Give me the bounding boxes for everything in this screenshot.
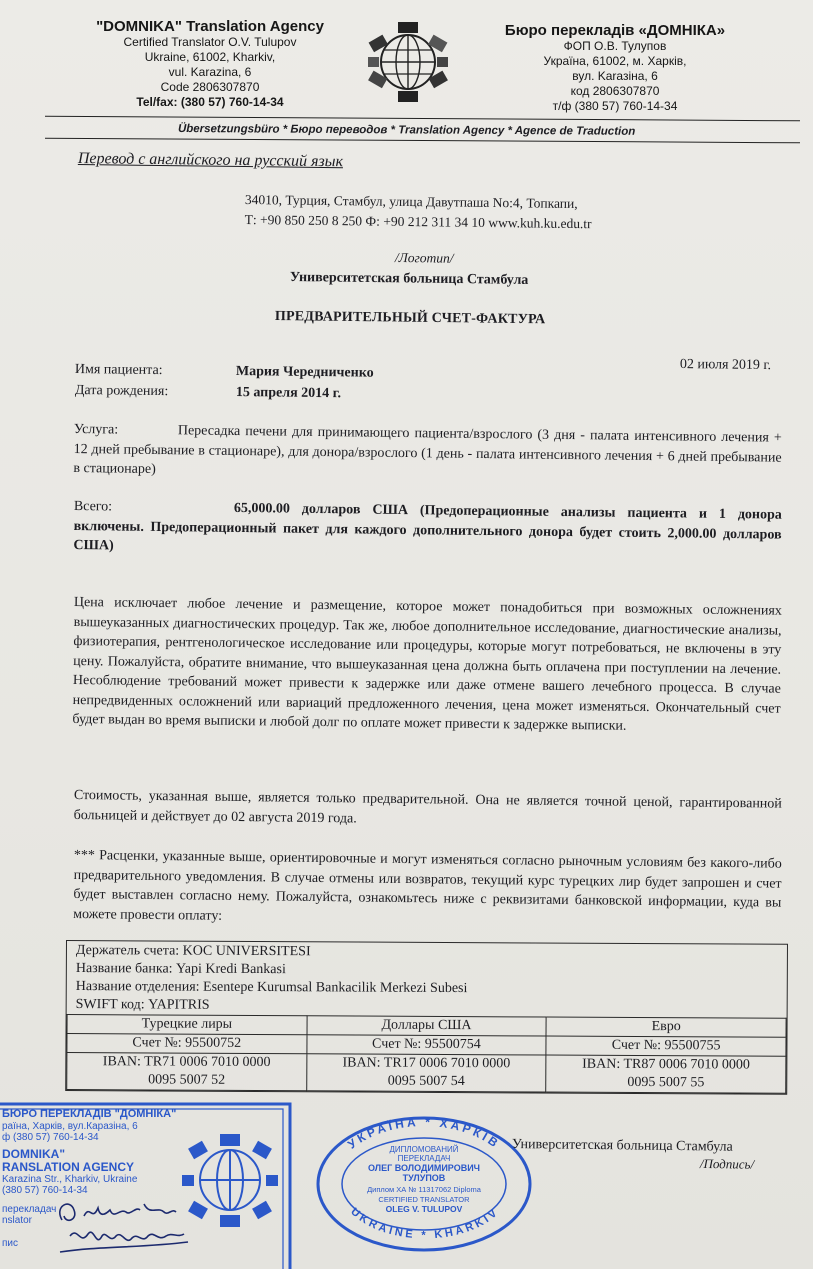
- translator-round-stamp-icon: [312, 1112, 536, 1252]
- translation-note: Перевод с английского на русский язык: [77, 150, 344, 171]
- total-section: [73, 497, 782, 564]
- stamp-text: ПЕРЕКЛАДАЧ: [397, 1154, 451, 1163]
- iban-line: IBAN: TR17 0006 7010 0000: [342, 1055, 511, 1072]
- agency-tagline: Übersetzungsbüro * Бюро переводов * Translation Agency * Agence de Traduction: [177, 123, 636, 138]
- letterhead-line: Tel/fax: (380 57) 760-14-34: [136, 95, 284, 109]
- letterhead-left: [80, 18, 340, 110]
- stamp-arc-text: УКРАЇНА * ХАРКІВ: [345, 1114, 503, 1152]
- letterhead-line: Ukraine, 61002, Kharkiv,: [144, 50, 276, 64]
- iban-line: IBAN: TR71 0006 7010 0000: [102, 1054, 271, 1071]
- stamp-text: RANSLATION AGENCY: [2, 1160, 134, 1174]
- letterhead-line: Certified Translator O.V. Tulupov: [123, 35, 297, 49]
- patient-name-label: Имя пациента:: [74, 362, 163, 379]
- iban-line: 0095 5007 54: [387, 1073, 465, 1090]
- stamp-text: ДИПЛОМОВАНИЙ: [389, 1145, 459, 1154]
- dob-label: Дата рождения:: [74, 383, 169, 400]
- branch-name: Название отделения: Esentepe Kurumsal Bankacilik Merkezi Subesi: [75, 979, 468, 997]
- agency-globe-logo-icon: [368, 22, 448, 102]
- iban-cell: [306, 1054, 546, 1092]
- currency-header: Евро: [546, 1017, 786, 1037]
- hospital-address: [245, 190, 592, 234]
- service-label: Услуга:: [73, 421, 119, 438]
- header-rule: [45, 138, 800, 144]
- logo-note: /Логотип/: [394, 250, 454, 266]
- terms-paragraph: Цена исключает любое лечение и размещение, которое может понадобиться при возможных осложнениях вышеуказанных диагностических процедур. Так же, любое дополнительное исследование, диагностические анализы, физиотерапия, рентгенологическое исследование или процедуры, которые могут потребоваться, не включены в эту цену. Пожалуйста, обратите внимание, что вышеуказанная цена должна быть оплачена при поступлении на лечение. Несоблюдение требований может привести к задержке или даже отмене вашего лечебного процесса. В случае непредвиденных осложнений или вариаций предложенного лечения, цена может изменяться. Окончательный счет будет выдан во время выписки и любой долг по оплате может привести к задержке выписки.: [72, 594, 782, 734]
- letterhead-line: вул. Karазіна, 6: [572, 69, 658, 83]
- hospital-name: Университетская больница Стамбула: [289, 270, 529, 288]
- swift-code: SWIFT код: YAPITRIS: [75, 997, 210, 1013]
- account-holder: Держатель счета: KOC UNIVERSITESI: [75, 943, 311, 960]
- signature-label: /Подпись/: [699, 1156, 755, 1172]
- stamp-text: БЮРО ПЕРЕКЛАДІВ "ДОМНІКА": [2, 1108, 177, 1120]
- letterhead-right: [485, 22, 745, 114]
- stamp-text: пис: [2, 1238, 19, 1249]
- stamp-text: ф (380 57) 760-14-34: [2, 1132, 99, 1143]
- stamp-text: CERTIFIED TRANSLATOR: [378, 1195, 470, 1204]
- total-label: Всего:: [73, 498, 113, 515]
- handwritten-signature-icon: [40, 1186, 190, 1256]
- iban-line: IBAN: TR87 0006 7010 0000: [582, 1056, 750, 1073]
- invoice-date: 02 июля 2019 г.: [679, 357, 772, 374]
- table-row: [67, 1053, 786, 1094]
- currency-header: Турецкие лиры: [67, 1015, 307, 1035]
- stamp-arc-text: UKRAINE * KHARKIV: [348, 1205, 502, 1242]
- rates-paragraph: *** Расценки, указанные выше, ориентировочные и могут изменяться согласно рыночным условиям без какого-либо предварительного уведомления. В случае отмены или возвратов, текущий курс турецких лир будет запрошен и счет будет выставлен согласно нему. Пожалуйста, ознакомьтесь ниже с реквизитами банковской информации, куда вы можете провести оплату:: [73, 847, 782, 924]
- letterhead-line: vul. Karazina, 6: [168, 65, 252, 79]
- bank-info: [67, 941, 787, 1018]
- bank-details-box: [65, 940, 788, 1095]
- iban-line: 0095 5007 52: [148, 1072, 226, 1088]
- stamp-text: (380 57) 760-14-34: [2, 1185, 88, 1196]
- service-text: Пересадка печени для принимающего пациента/взрослого (3 дня - палата интенсивного лечения + 12 дней пребывание в стационаре), для донора/взрослого (1 день - палата интенсивного лечения + 6 дней пребывание в стационаре): [73, 423, 782, 478]
- signature-hospital: Университетская больница Стамбула: [511, 1137, 733, 1155]
- agency-title-en: "DOMNIKA" Translation Agency: [96, 18, 324, 35]
- stamp-text: перекладач: [2, 1204, 57, 1215]
- stamp-text: OLEG V. TULUPOV: [385, 1204, 463, 1214]
- header-rule: [45, 116, 800, 122]
- agency-stamp-rect: [0, 1100, 296, 1269]
- stamp-text: DOMNIKA": [2, 1147, 66, 1161]
- agency-title-ua: Бюро перекладів «ДОМНІКА»: [504, 22, 726, 39]
- iban-line: 0095 5007 55: [627, 1074, 705, 1091]
- account-number: Счет №: 95500752: [67, 1034, 307, 1054]
- letterhead-line: т/ф (380 57) 760-14-34: [552, 99, 678, 113]
- letterhead-line: Code 2806307870: [160, 80, 260, 94]
- letterhead-line: код 2806307870: [570, 84, 660, 98]
- currency-header: Доллары США: [307, 1016, 547, 1036]
- letterhead-line: ФОП О.В. Тулупов: [563, 39, 667, 53]
- iban-cell: [546, 1055, 786, 1093]
- accounts-table: [66, 1014, 786, 1094]
- stamp-text: Диплом ХА № 11317062 Diploma: [367, 1185, 481, 1194]
- invoice-title: ПРЕДВАРИТЕЛЬНЫЙ СЧЕТ-ФАКТУРА: [274, 309, 546, 328]
- stamp-text: раїна, Харків, вул.Каразіна, 6: [2, 1121, 138, 1132]
- bank-name: Название банка: Yapi Kredi Bankasi: [75, 961, 286, 978]
- account-number: Счет №: 95500755: [546, 1036, 786, 1056]
- address-line: Т: +90 850 250 8 250 Ф: +90 212 311 34 10 www.kuh.ku.edu.tr: [244, 211, 592, 232]
- dob-value: 15 апреля 2014 г.: [235, 385, 342, 402]
- patient-name: Мария Чередниченко: [235, 364, 374, 381]
- validity-paragraph: Стоимость, указанная выше, является только предварительной. Она не является точной ценой, гарантированной больницей и действует до 02 августа 2019 года.: [73, 787, 782, 826]
- stamp-text: ОЛЕГ ВОЛОДИМИРОВИЧ: [368, 1163, 480, 1173]
- total-text: 65,000.00 долларов США (Предоперационные анализы пациента и 1 донора включены. Предоперационный пакет для каждого дополнительного донора будет стоить 2,000.00 долларов США): [73, 500, 782, 554]
- stamp-text: ТУЛУПОВ: [402, 1173, 446, 1183]
- account-number: Счет №: 95500754: [307, 1035, 547, 1055]
- address-line: 34010, Турция, Стамбул, улица Давутпаша No:4, Топкапи,: [244, 191, 578, 212]
- iban-cell: [67, 1053, 307, 1091]
- service-section: [73, 420, 782, 487]
- stamp-text: Karazina Str., Kharkiv, Ukraine: [2, 1174, 138, 1185]
- letterhead-line: Україна, 61002, м. Харків,: [543, 54, 687, 68]
- stamp-text: nslator: [2, 1215, 33, 1226]
